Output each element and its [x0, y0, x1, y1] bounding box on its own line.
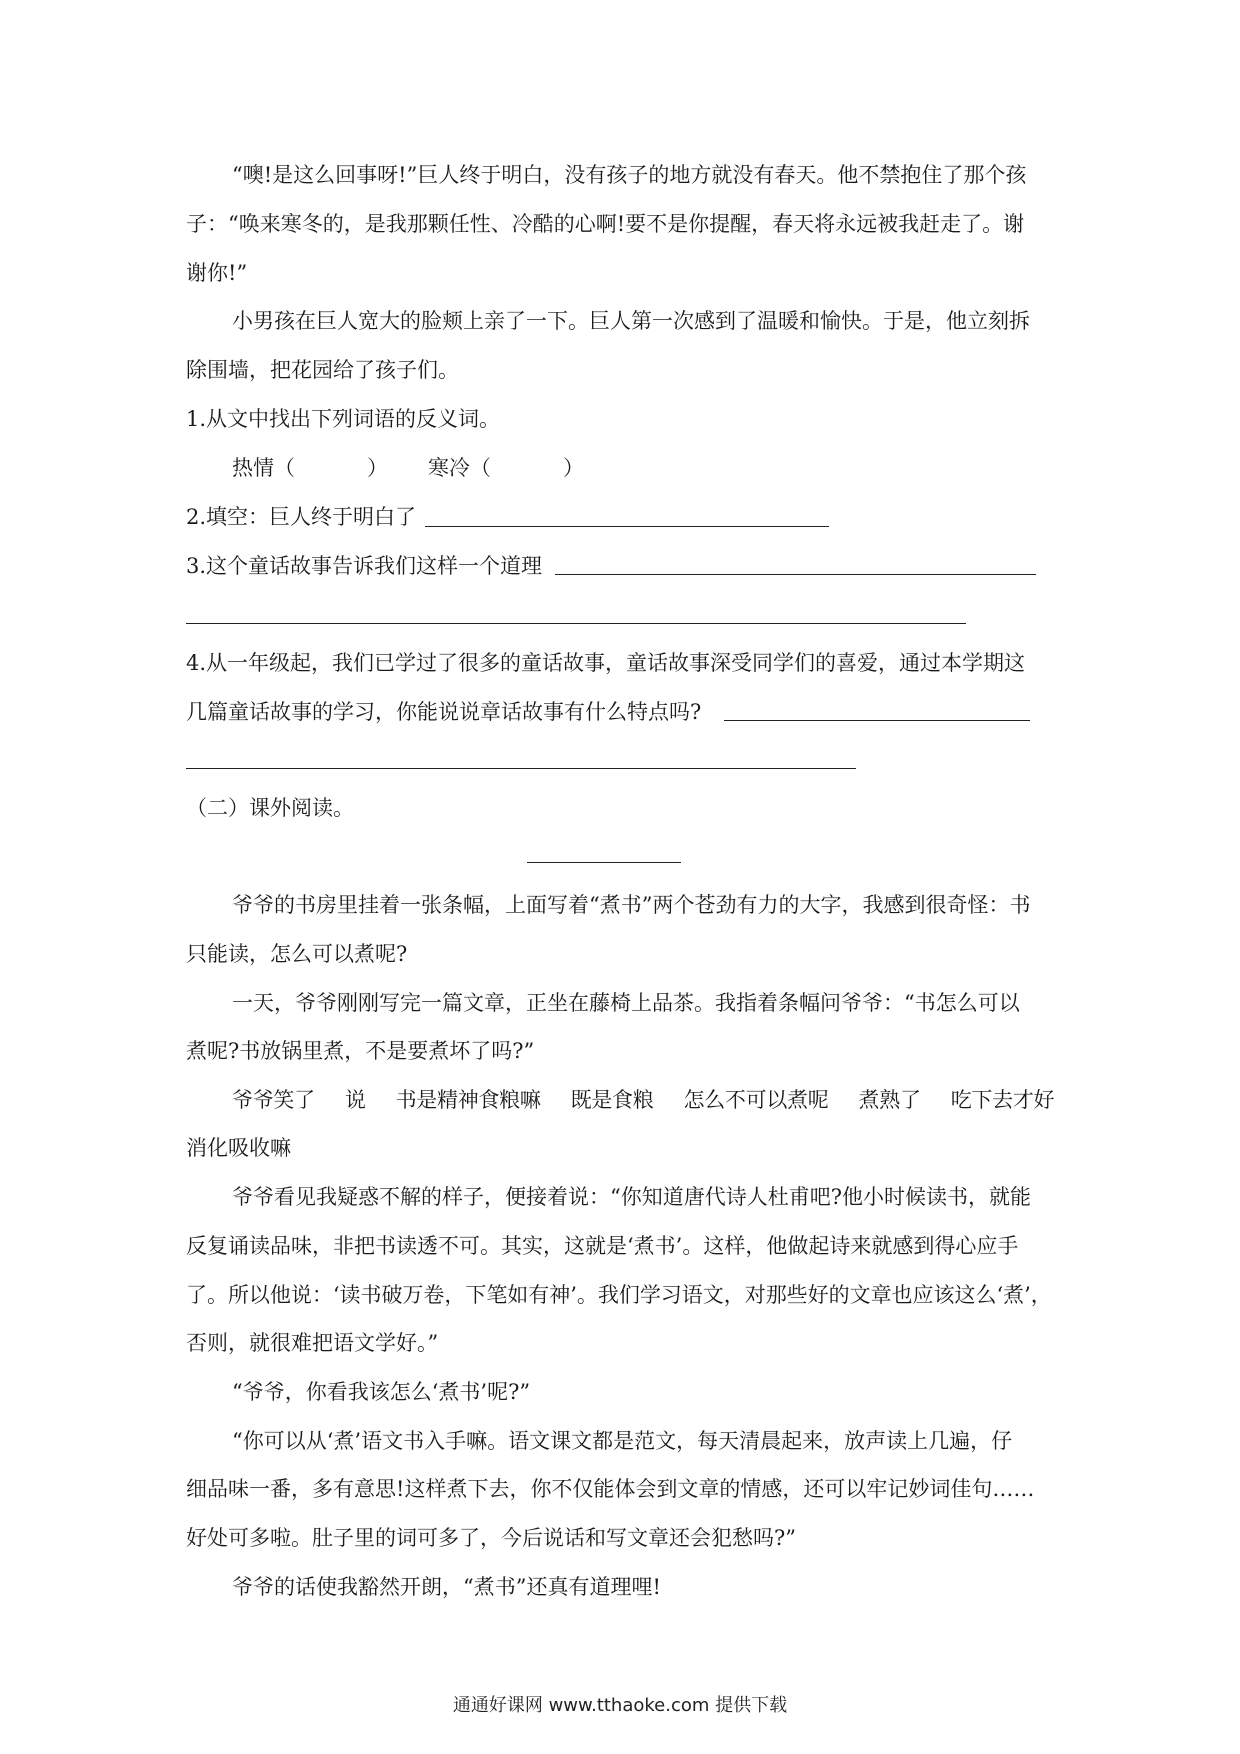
passage2-punctuation-exercise-line1: [232, 1085, 1054, 1115]
passage2-paragraph1-line2: 只能读，怎么可以煮呢?: [186, 942, 408, 966]
question2-prompt: 2.填空：巨人终于明白了: [186, 505, 417, 529]
phrase: 书是精神食粮嘛: [395, 1088, 541, 1112]
passage1-paragraph1-line3: 谢你!”: [186, 261, 248, 285]
passage2-paragraph6-line1: “你可以从‘煮’语文书入手嘛。语文课文都是范文，每天清晨起来，放声读上几遍，仔: [232, 1429, 1013, 1453]
antonym-word1: 热情（: [232, 456, 295, 480]
passage2-paragraph2-line1: 一天，爷爷刚刚写完一篇文章，正坐在藤椅上品茶。我指着条幅问爷爷：“书怎么可以: [232, 991, 1020, 1015]
passage2-paragraph4-line2: 反复诵读品味，非把书读透不可。其实，这就是‘煮书’。这样，他做起诗来就感到得心应手: [186, 1234, 1019, 1258]
antonym-close1: ）: [367, 456, 388, 480]
passage1-paragraph1-line2: 子：“唤来寒冬的，是我那颗任性、冷酷的心啊!要不是你提醒，春天将永远被我赶走了。谢: [186, 212, 1025, 236]
question3-answer-line1[interactable]: [555, 574, 1036, 575]
passage2-paragraph4-line3: 了。所以他说：‘读书破万卷，下笔如有神’。我们学习语文，对那些好的文章也应该这么‘煮’，: [186, 1283, 1052, 1307]
phrase: 爷爷笑了: [232, 1088, 315, 1112]
question4-prompt-end: 几篇童话故事的学习，你能说说章话故事有什么特点吗?: [186, 700, 702, 724]
phrase: 怎么不可以煮呢: [683, 1088, 829, 1112]
question1-answer-row: [232, 453, 584, 483]
question1-prompt: 1.从文中找出下列词语的反义词。: [186, 407, 501, 431]
passage2-paragraph6-line3: 好处可多啦。肚子里的词可多了，今后说话和写文章还会犯愁吗?”: [186, 1526, 796, 1550]
question4-answer-line1[interactable]: [724, 720, 1030, 721]
question2-answer-line[interactable]: [425, 526, 829, 527]
page-footer: 通通好课网 www.tthaoke.com 提供下载: [452, 1695, 788, 1716]
passage1-paragraph2-line1: 小男孩在巨人宽大的脸颊上亲了一下。巨人第一次感到了温暖和愉快。于是，他立刻拆: [232, 309, 1030, 333]
passage2-title-blank[interactable]: [527, 862, 681, 863]
question4-line1: 4.从一年级起，我们已学过了很多的童话故事，童话故事深受同学们的喜爱，通过本学期这: [186, 651, 1026, 675]
phrase: 吃下去才好: [950, 1088, 1055, 1112]
passage2-paragraph6-line2: 细品味一番，多有意思!这样煮下去，你不仅能体会到文章的情感，还可以牢记妙词佳句……: [186, 1477, 1035, 1501]
passage2-paragraph4-line4: 否则，就很难把语文学好。”: [186, 1331, 439, 1355]
antonym-word2: 寒冷（: [428, 456, 491, 480]
passage2-punctuation-exercise-line2: 消化吸收嘛: [186, 1136, 291, 1160]
phrase: 煮熟了: [858, 1088, 921, 1112]
question3-answer-line2[interactable]: [186, 623, 966, 624]
question4-line2: [186, 697, 701, 727]
question3-prompt: 3.这个童话故事告诉我们这样一个道理: [186, 554, 543, 578]
phrase: 说: [344, 1088, 366, 1112]
section2-heading: （二）课外阅读。: [186, 796, 354, 820]
question4-answer-line2[interactable]: [186, 768, 856, 769]
passage1-paragraph2-line2: 除围墙，把花园给了孩子们。: [186, 358, 459, 382]
question3-row: [186, 551, 542, 581]
antonym-close2: ）: [563, 456, 584, 480]
passage2-paragraph4-line1: 爷爷看见我疑惑不解的样子，便接着说：“你知道唐代诗人杜甫吧?他小时候读书，就能: [232, 1185, 1031, 1209]
question2-row: [186, 502, 416, 532]
passage2-paragraph1-line1: 爷爷的书房里挂着一张条幅，上面写着“煮书”两个苍劲有力的大字，我感到很奇怪：书: [232, 893, 1031, 917]
phrase: 既是食粮: [570, 1088, 654, 1112]
passage2-paragraph2-line2: 煮呢?书放锅里煮，不是要煮坏了吗?”: [186, 1039, 535, 1063]
passage1-paragraph1-line1: “噢!是这么回事呀!”巨人终于明白，没有孩子的地方就没有春天。他不禁抱住了那个孩: [232, 163, 1027, 187]
passage2-paragraph7-line1: 爷爷的话使我豁然开朗，“煮书”还真有道理哩!: [232, 1575, 661, 1599]
passage2-paragraph5-line1: “爷爷，你看我该怎么‘煮书’呢?”: [232, 1380, 531, 1404]
